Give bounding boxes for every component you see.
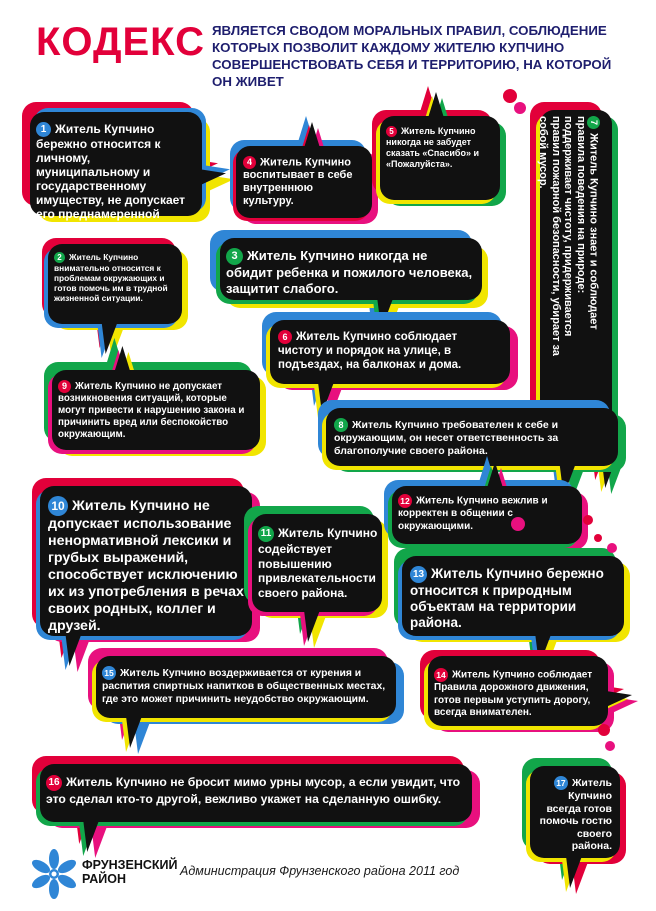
- rule-text: Житель Купчино никогда не забудет сказать «Спасибо» и «Пожалуйста».: [386, 126, 480, 170]
- rule-number-badge: 2: [54, 252, 65, 263]
- rule-7: [537, 116, 600, 366]
- decorative-dot: [503, 89, 517, 103]
- rule-text: Житель Купчино вежлив и корректен в общении с окружающими.: [398, 495, 548, 532]
- rule-9: [58, 380, 254, 441]
- rule-17: [536, 776, 612, 853]
- rule-5: [386, 126, 490, 170]
- snowflake-logo-icon: [28, 848, 80, 900]
- rule-number-badge: 10: [48, 496, 68, 516]
- decorative-dot: [583, 515, 593, 525]
- rule-text: Житель Купчино внимательно относится к проблемам окружающих и готов помочь им в трудной жизненной ситуации.: [54, 252, 168, 304]
- rule-6: [278, 330, 500, 372]
- rule-number-badge: 1: [36, 122, 51, 137]
- rule-4: [243, 156, 363, 208]
- rule-13: [410, 566, 616, 631]
- decorative-dot: [605, 741, 615, 751]
- rule-text: Житель Купчино не бросит мимо урны мусор, а если увидит, что это сделал кто-то другой, вежливо укажет на сделанную ошибку.: [46, 775, 461, 806]
- rule-number-badge: 7: [587, 116, 600, 129]
- rule-8: [334, 418, 610, 457]
- rule-2: [54, 252, 176, 303]
- rule-number-badge: 6: [278, 330, 292, 344]
- rule-text: Житель Купчино соблюдает чистоту и порядок на улице, в подъездах, на балконах и дома.: [278, 331, 462, 372]
- rule-16: [46, 774, 466, 807]
- rule-number-badge: 9: [58, 380, 71, 393]
- rule-14: [434, 668, 598, 720]
- page-title: КОДЕКС: [36, 20, 205, 64]
- district-name-line1: ФРУНЗЕНСКИЙ: [82, 858, 178, 872]
- district-name-line2: РАЙОН: [82, 872, 127, 886]
- rule-text: Житель Купчино требователен к себе и окружающим, он несет ответственность за благополучие своего района.: [334, 418, 559, 457]
- rule-text: Житель Купчино бережно относится к природным объектам на территории района.: [410, 566, 604, 630]
- rule-number-badge: 12: [398, 494, 412, 508]
- rule-text: Житель Купчино всегда готов помочь гостю своего района.: [539, 776, 612, 852]
- decorative-dot: [594, 534, 602, 542]
- rule-text: Житель Купчино никогда не обидит ребенка и пожилого человека, защитит слабого.: [226, 248, 473, 297]
- page-subtitle: ЯВЛЯЕТСЯ СВОДОМ МОРАЛЬНЫХ ПРАВИЛ, СОБЛЮДЕНИЕ КОТОРЫХ ПОЗВОЛИТ КАЖДОМУ ЖИТЕЛЮ КУПЧИНО СОВЕРШЕНСТВОВАТЬ СЕБЯ И ТЕРРИТОРИЮ, НА КОТОРОЙ ОН ЖИВЕТ: [212, 23, 612, 89]
- rule-number-badge: 16: [46, 775, 62, 791]
- rule-11: [258, 526, 378, 600]
- rule-text: Житель Купчино воздерживается от курения и распития спиртных напитков в общественных местах, где это может причинить неудобство окружающим.: [102, 667, 386, 705]
- rule-text: Житель Купчино содействует повышению привлекательности своего района.: [258, 526, 378, 600]
- administration-credit: Администрация Фрунзенского района 2011 год: [180, 864, 460, 878]
- rule-3: [226, 248, 476, 297]
- rule-12: [398, 494, 574, 533]
- rule-text: Житель Купчино знает и соблюдает правила поведения на природе: поддерживает чистоту, придерживается правил пожарной безопасности, убирает за собой мусор.: [537, 116, 600, 356]
- rule-text: Житель Купчино соблюдает Правила дорожного движения, готов первым уступить дорогу, всегда внимателен.: [434, 669, 593, 719]
- rule-number-badge: 11: [258, 526, 274, 542]
- rule-number-badge: 8: [334, 418, 348, 432]
- rule-number-badge: 13: [410, 566, 427, 583]
- rule-number-badge: 3: [226, 248, 243, 265]
- decorative-dot: [607, 543, 617, 553]
- rule-number-badge: 15: [102, 666, 116, 680]
- decorative-dot: [514, 102, 526, 114]
- rule-number-badge: 14: [434, 668, 448, 682]
- rule-number-badge: 5: [386, 126, 397, 137]
- rule-1: [36, 122, 194, 235]
- rule-text: Житель Купчино не допускает возникновения ситуаций, которые могут привести к нарушению закона и причинить вред или беспокойство окружающим.: [58, 381, 245, 441]
- decorative-dot: [598, 724, 610, 736]
- rule-text: Житель Купчино воспитывает в себе внутреннюю культуру.: [243, 156, 353, 208]
- rule-10: [48, 496, 244, 635]
- rule-text: Житель Купчино бережно относится к личному, муниципальному и государственному имуществу, не допускает его преднамеренной порчи.: [36, 122, 186, 236]
- rule-15: [102, 666, 392, 706]
- rule-number-badge: 17: [554, 776, 568, 790]
- rule-text: Житель Купчино не допускает использование ненормативной лексики и грубых выражений, способствует исключению их из употребления в речах своих родных, коллег и друзей.: [48, 497, 244, 634]
- rule-number-badge: 4: [243, 156, 256, 169]
- district-logo-text: [82, 858, 177, 886]
